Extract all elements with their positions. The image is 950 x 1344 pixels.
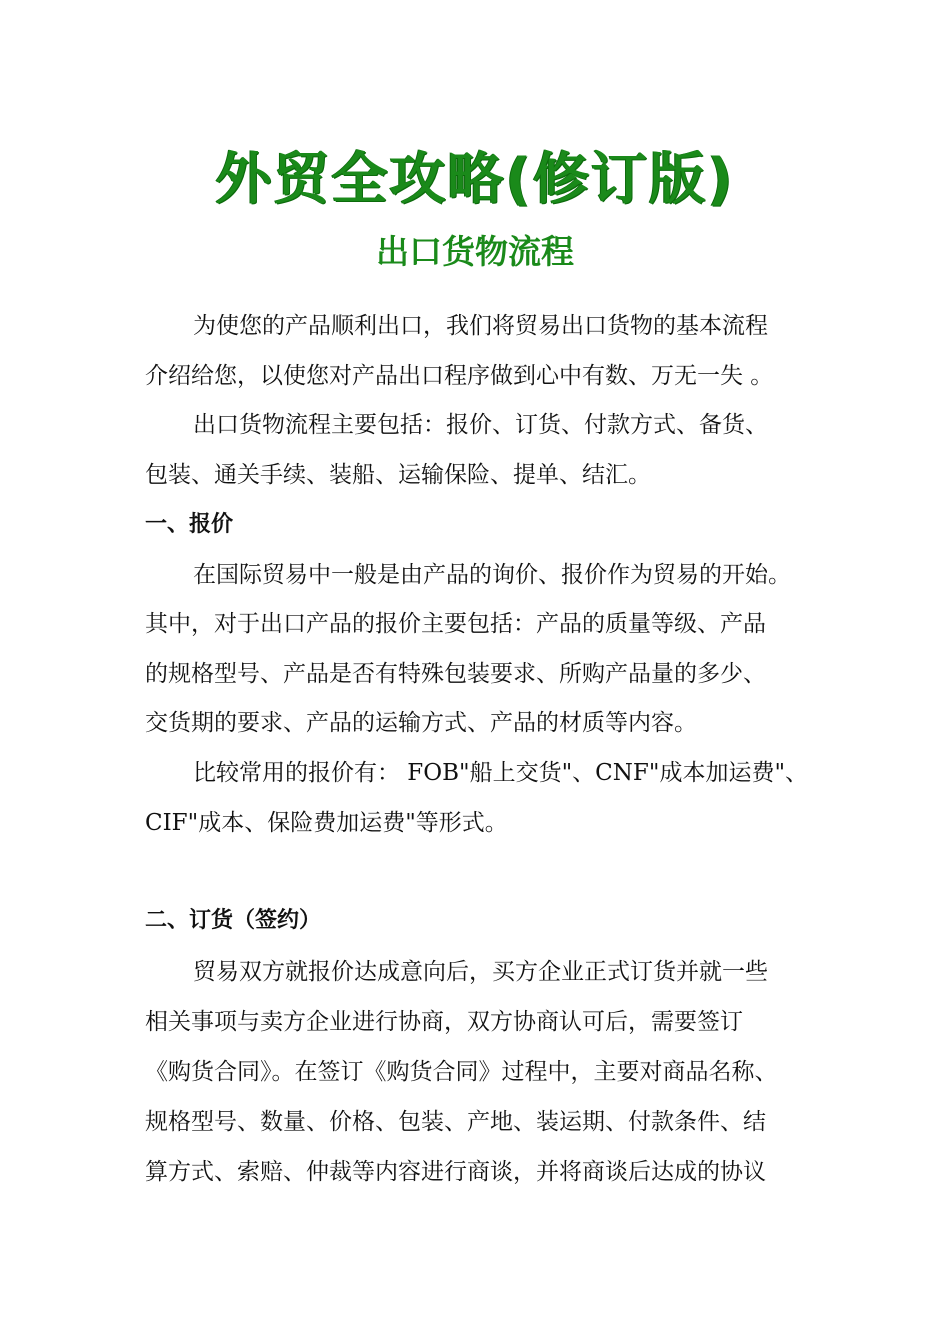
paragraph-line: 相关事项与卖方企业进行协商，双方协商认可后，需要签订 — [145, 1009, 743, 1035]
paragraph-line: CIF"成本、保险费加运费"等形式。 — [145, 810, 508, 836]
paragraph-line: 贸易双方就报价达成意向后，买方企业正式订货并就一些 — [193, 959, 768, 985]
paragraph-line: 比较常用的报价有： FOB"船上交货"、CNF"成本加运费"、 — [193, 760, 809, 786]
paragraph-line: 在国际贸易中一般是由产品的询价、报价作为贸易的开始。 — [193, 562, 791, 588]
intro-line: 介绍给您，以使您对产品出口程序做到心中有数、万无一失 。 — [145, 363, 774, 389]
section-heading-quote: 一、报价 — [145, 512, 234, 537]
document-title: 外贸全攻略(修订版) — [215, 147, 735, 212]
paragraph-line: 其中，对于出口产品的报价主要包括：产品的质量等级、产品 — [145, 611, 766, 637]
paragraph-line: 交货期的要求、产品的运输方式、产品的材质等内容。 — [145, 710, 697, 736]
section-heading-order: 二、订货（签约） — [145, 908, 322, 933]
paragraph-line: 《购货合同》。在签订《购货合同》过程中，主要对商品名称、 — [145, 1059, 778, 1085]
intro-line: 出口货物流程主要包括：报价、订货、付款方式、备货、 — [193, 412, 768, 438]
paragraph-line: 的规格型号、产品是否有特殊包装要求、所购产品量的多少、 — [145, 661, 766, 687]
intro-line: 包装、通关手续、装船、运输保险、提单、结汇。 — [145, 462, 651, 488]
document-subtitle: 出口货物流程 — [376, 232, 574, 271]
intro-line: 为使您的产品顺利出口，我们将贸易出口货物的基本流程 — [193, 313, 768, 339]
paragraph-line: 规格型号、数量、价格、包装、产地、装运期、付款条件、结 — [145, 1109, 766, 1135]
paragraph-line: 算方式、索赔、仲裁等内容进行商谈，并将商谈后达成的协议 — [145, 1159, 766, 1185]
